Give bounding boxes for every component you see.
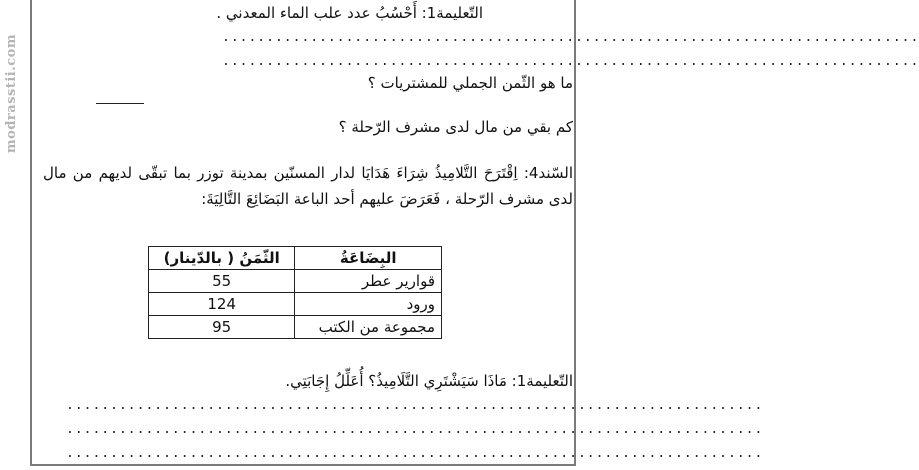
table-row [149,316,442,339]
goods-price-table [148,246,442,339]
item-name: ورود [295,293,442,316]
answer-line-4[interactable]: ............................................................................... [66,422,764,437]
answer-line-2[interactable]: ............................................................................... [222,54,919,69]
item-name: قوارير عطر [295,270,442,293]
answer-line-1[interactable]: ............................................................................... [222,30,919,45]
answer-blank-total[interactable] [96,103,144,104]
source-4-paragraph: السّند4: اِقْتَرَحَ التَّلامِيذُ شِرَاءَ هَدَايَا لدار المسنّين بمدينة توزر بما تبقّى لديهم من مال لدى مشرف الرّحلة ، فَعَرَضَ عليهم أحد الباعة البَضَائِعَ التَّالِيَةَ: [43,164,573,208]
item-price: 55 [149,270,295,293]
header-goods: البِضَاعَةُ [295,247,442,270]
question-total-price: ما هو الثّمن الجملي للمشتريات ؟ [367,74,573,92]
table-row [149,270,442,293]
answer-line-3[interactable]: ............................................................................... [66,398,764,413]
item-name: مجموعة من الكتب [295,316,442,339]
question-remaining-money: كم بقي من مال لدى مشرف الرّحلة ؟ [338,118,573,136]
header-price: الثّمَنُ ( بالدّينار) [149,247,295,270]
item-price: 124 [149,293,295,316]
watermark [4,8,20,178]
table-row [149,293,442,316]
item-price: 95 [149,316,295,339]
worksheet-frame [30,0,919,466]
instruction-count-bottles: التّعليمة1: أَحْسُبُ عدد علب الماء المعدني . [216,4,483,22]
answer-line-5[interactable]: ............................................................................... [66,446,764,461]
watermark-text: modrasstii.com [4,33,20,153]
instruction-what-to-buy: التّعليمة1: مَاذَا سَيَشْتَرِي التَّلَامِيذُ؟ أُعَلِّلُ إِجَابَتِي. [285,372,573,390]
table-header-row [149,247,442,270]
